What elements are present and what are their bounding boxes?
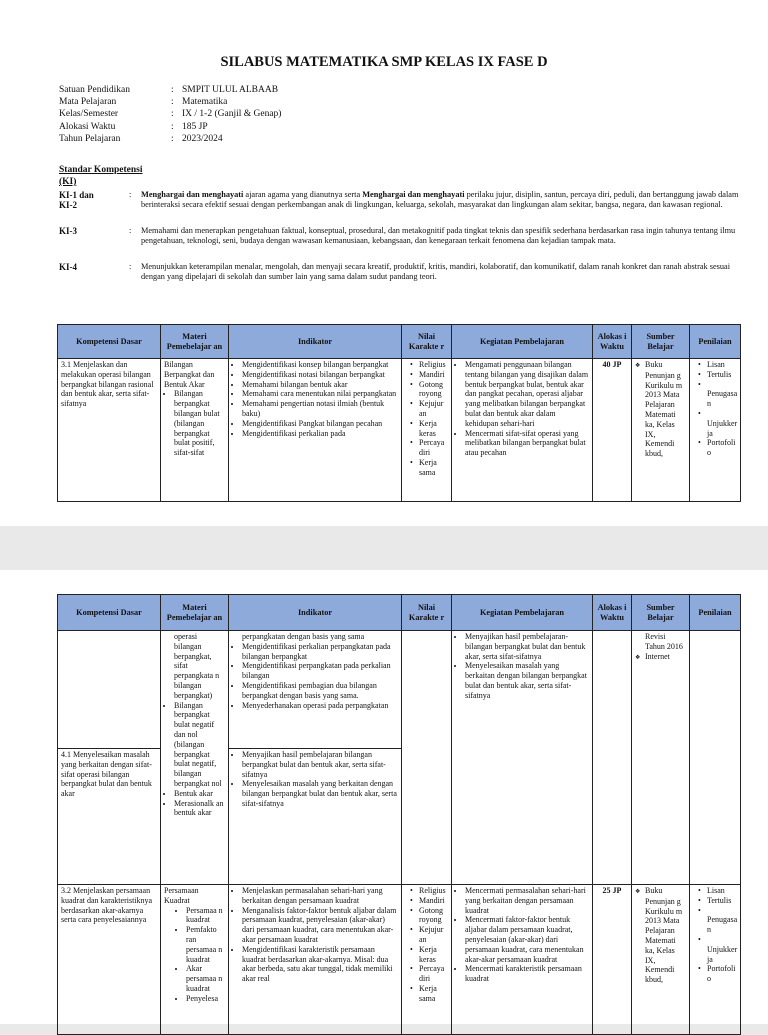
list-item: • Gotong royong	[419, 380, 448, 400]
list-item: • Portofoli o	[707, 964, 737, 984]
ki-1-2: KI-1 dan KI-2 : Menghargai dan menghayati ajaran agama yang dianutnya serta Menghargai dan menghayati perilaku jujur, disiplin, santun, percaya diri, peduli, dan bertanggung jawab dalam berinteraksi secara efektif sesuai dengan perkembangan anak di lingkungan, keluarga, sekolah, masyarakat dan lingkungan alam sekitar, bangsa, negara, dan kawasan regional.	[59, 190, 739, 211]
kd-cell: 4.1 Menyelesaikan masalah yang berkaitan dengan sifat-sifat operasi bilangan berpangkat bulat dan bentuk akar	[58, 749, 161, 885]
header-cell: Indikator	[229, 325, 402, 359]
header-cell: Kompetensi Dasar	[58, 325, 161, 359]
indikator-cell	[229, 359, 402, 502]
header-cell: Indikator	[229, 595, 402, 631]
sk-title: Standar Kompetensi	[59, 165, 143, 175]
list-item: • Memahami bilangan bentuk akar	[242, 380, 398, 390]
list-item: • Tertulis	[707, 896, 737, 906]
list-item: • Pemfakto ran persamaa n kuadrat	[186, 925, 225, 964]
header-cell: Materi Pemebelajar an	[161, 595, 229, 631]
list-item: • Percaya diri	[419, 438, 448, 458]
list-item: • Kejujur an	[419, 399, 448, 419]
materi-cell	[161, 885, 229, 1035]
list-item: ❖ Buku Penunjan g Kurikulu m 2013 Mata Pelajaran Matemati ka, Kelas IX, Kemendi kbud,	[645, 886, 686, 985]
header-cell: Kegiatan Pembelajaran	[452, 325, 593, 359]
identity-block	[59, 84, 281, 145]
document-page-2	[0, 570, 768, 1024]
alokasi-cell: 40 JP	[593, 359, 632, 502]
syllabus-table	[57, 324, 741, 502]
table-row	[58, 359, 741, 502]
list-item: • Menganalisis faktor-faktor bentuk aljabar dalam persamaan kuadrat, penyelesaian (akar-akar) dari persamaan kuadrat, cara menentukan akar-akar persamaan kuadrat	[242, 906, 398, 945]
meta-row: Kelas/Semester : IX / 1-2 (Ganjil & Genap)	[59, 109, 282, 120]
alokasi-cell: 25 JP	[593, 885, 632, 1035]
indikator-cell	[229, 749, 402, 885]
list-item: • Mengidentifikasi karakteristik persamaan kuadrat berdasarkan akar-akarnya. Misal: dua akar berbeda, satu akar tunggal, tidak memiliki akar real	[242, 945, 398, 984]
meta-value: IX / 1-2 (Ganjil & Genap)	[182, 109, 282, 120]
ki-text: Menghargai dan menghayati ajaran agama yang dianutnya serta Menghargai dan menghayati perilaku jujur, disiplin, santun, percaya diri, peduli, dan bertanggung jawab dalam berinteraksi secara efektif sesuai dengan perkembangan anak di lingkungan, keluarga, sekolah, masyarakat dan lingkungan alam sekitar, bangsa, negara, dan kawasan regional.	[141, 190, 739, 210]
penilaian-cell	[690, 631, 741, 885]
indikator-cell	[229, 885, 402, 1035]
list-item: • Bilangan berpangkat bulat negatif dan nol (bilangan berpangkat bulat negatif, bilangan berpangkat nol	[174, 701, 225, 789]
meta-label: Alokasi Waktu	[59, 121, 116, 132]
list-item: • Bentuk akar	[174, 789, 225, 799]
list-item: • Percaya diri	[419, 964, 448, 984]
meta-row: Satuan Pendidikan : SMPIT ULUL ALBAAB	[59, 85, 279, 95]
table-header-row	[58, 595, 741, 631]
materi-cell	[161, 359, 229, 502]
sumber-cell	[632, 359, 690, 502]
list-item: • Mencermati karakteristik persamaan kuadrat	[465, 964, 589, 984]
meta-value: 185 JP	[182, 121, 208, 132]
penilaian-cell	[690, 359, 741, 502]
sumber-continued: Revisi Tahun 2016	[645, 632, 683, 651]
materi-intro: Bilangan Berpangkat dan Bentuk Akar	[164, 360, 215, 389]
table-header-row	[58, 325, 741, 359]
list-item: • Mengidentifikasi perkalian perpangkatan pada bilangan berpangkat	[242, 642, 398, 662]
meta-row: Mata Pelajaran : Matematika	[59, 97, 228, 108]
list-item: • Tertulis	[707, 370, 737, 380]
list-item: ❖ Internet	[645, 652, 686, 663]
header-cell: Nilai Karakte r	[402, 325, 452, 359]
list-item: • Menyajikan hasil pembelajaran bilangan berpangkat bulat dan bentuk akar, serta sifat-sifatnya	[242, 750, 398, 779]
list-item: • Religius	[419, 360, 448, 370]
list-item: • Menyajikan hasil pembelajaran-bilangan berpangkat bulat dan bentuk akar, serta sifat-sifatnya	[465, 632, 589, 661]
meta-label: Kelas/Semester	[59, 109, 119, 120]
list-item: • Unjukker ja	[707, 409, 737, 438]
header-cell: Materi Pemebelajar an	[161, 325, 229, 359]
list-item: • Bilangan berpangkat bilangan bulat (bilangan berpangkat bulat positif, sifat-sifat	[174, 389, 225, 458]
header-cell: Kegiatan Pembelajaran	[452, 595, 593, 631]
meta-value: SMPIT ULUL ALBAAB	[182, 85, 279, 95]
list-item: • Mencermati permasalahan sehari-hari yang berkaitan dengan persamaan kuadrat	[465, 886, 589, 915]
list-item: • Mengamati penggunaan bilangan tentang bilangan yang disajikan dalam bentuk berpangkat bulat, bentuk akar dan pangkat pecahan, operasi aljabar yang melibatkan bilangan berpangkat bulat dan bentuk akar dalam kehidupan sehari-hari	[465, 360, 589, 429]
list-item: • Mencermati sifat-sifat operasi yang melibatkan bilangan berpangkat bulat atau pecahan	[465, 429, 589, 458]
ki-label: KI-2	[59, 200, 77, 211]
kegiatan-cell	[452, 359, 593, 502]
header-cell: Penilaian	[690, 325, 741, 359]
kd-cell: 3.2 Menjelaskan persamaan kuadrat dan karakteristiknya berdasarkan akar-akarnya serta cara penyelesaiannya	[58, 885, 161, 1035]
list-item: • Memahami pengertian notasi ilmiah (bentuk baku)	[242, 399, 398, 419]
table-row	[58, 885, 741, 1035]
list-item: • Portofoli o	[707, 438, 737, 458]
standar-kompetensi-heading	[59, 164, 143, 188]
list-item: ❖ Buku Penunjan g Kurikulu m 2013 Mata Pelajaran Matemati ka, Kelas IX, Kemendi kbud,	[645, 360, 686, 459]
header-cell: Alokas i Waktu	[593, 325, 632, 359]
list-item: • Mandiri	[419, 370, 448, 380]
ki-label: KI-3	[59, 226, 77, 236]
list-item: • Lisan	[707, 360, 737, 370]
list-item: • Penyelesa	[186, 994, 225, 1004]
header-cell: Kompetensi Dasar	[58, 595, 161, 631]
list-item: • Menyederhanakan operasi pada perpangkatan	[242, 701, 398, 711]
meta-label: Satuan Pendidikan	[59, 85, 130, 95]
meta-value: Matematika	[182, 97, 228, 108]
nilai-cell	[402, 885, 452, 1035]
list-item: • Mengidentifikasi pembagian dua bilangan berpangkat dengan basis yang sama.	[242, 681, 398, 701]
ki-text: Memahami dan menerapkan pengetahuan faktual, konseptual, prosedural, dan metakognitif pada tingkat teknis dan spesifik sederhana berdasarkan rasa ingin tahunya tentang ilmu pengetahuan, teknologi, seni, budaya dengan wawasan kemanusiaan, kebangsaan, dan kenegaraan terkait fenomena dan kejadian tampak mata.	[141, 226, 736, 246]
header-cell: Sumber Belajar	[632, 595, 690, 631]
sumber-cell	[632, 631, 690, 885]
header-cell: Sumber Belajar	[632, 325, 690, 359]
ki-3: KI-3 : Memahami dan menerapkan pengetahuan faktual, konseptual, prosedural, dan metakognitif pada tingkat teknis dan spesifik sederhana berdasarkan rasa ingin tahunya tentang ilmu pengetahuan, teknologi, seni, budaya dengan wawasan kemanusiaan, kebangsaan, dan kenegaraan terkait fenomena dan kejadian tampak mata.	[59, 226, 739, 246]
list-item: • Mandiri	[419, 896, 448, 906]
kd-cell	[58, 631, 161, 749]
list-item: • Mengidentifikasi perkalian pada	[242, 429, 398, 439]
meta-label: Tahun Pelajaran	[59, 133, 121, 144]
meta-row: Alokasi Waktu : 185 JP	[59, 121, 208, 132]
nilai-cell	[402, 631, 452, 885]
indikator-continued: perpangkatan dengan basis yang sama	[242, 632, 365, 641]
alokasi-cell	[593, 631, 632, 885]
header-cell: Alokas i Waktu	[593, 595, 632, 631]
indikator-cell	[229, 631, 402, 749]
list-item: • Unjukker ja	[707, 935, 737, 964]
list-item: • Lisan	[707, 886, 737, 896]
kegiatan-cell	[452, 885, 593, 1035]
list-item: • Mencermati faktor-faktor bentuk aljabar dalam persamaan kuadrat, penyelesaian (akar-akar) dari persamaan kuadrat, cara menentukan akar-akar persamaan kuadrat	[465, 915, 589, 964]
list-item: • Mengidentifikasi konsep bilangan berpangkat	[242, 360, 398, 370]
ki-heading: (KI)	[59, 177, 77, 187]
list-item: • Persamaa n kuadrat	[186, 906, 225, 926]
ki-label: KI-1 dan	[59, 190, 94, 200]
list-item: • Menjelaskan permasalahan sehari-hari yang berkaitan dengan persamaan kuadrat	[242, 886, 398, 906]
list-item: operasi bilangan berpangkat, sifat perpangkata n bilangan berpangkat)	[174, 632, 220, 700]
list-item: • Mengidentifikasi perpangkatan pada perkalian bilangan	[242, 661, 398, 681]
ki-label: KI-4	[59, 262, 77, 272]
sumber-cell	[632, 885, 690, 1035]
list-item: • Penugasa n	[707, 380, 737, 409]
kd-cell: 3.1 Menjelaskan dan melakukan operasi bilangan berpangkat bilangan rasional dan bentuk akar, serta sifat-sifatnya	[58, 359, 161, 502]
kegiatan-cell	[452, 631, 593, 885]
list-item: • Penugasa n	[707, 906, 737, 935]
list-item: • Kerja sama	[419, 984, 448, 1004]
list-item: • Mengidentifikasi notasi bilangan berpangkat	[242, 370, 398, 380]
meta-label: Mata Pelajaran	[59, 97, 117, 108]
list-item: • Menyelesaikan masalah yang berkaitan dengan bilangan berpangkat bulat dan bentuk akar, serta sifat-sifatnya	[465, 661, 589, 700]
header-cell: Nilai Karakte r	[402, 595, 452, 631]
list-item: • Menyelesaikan masalah yang berkaitan dengan bilangan berpangkat bulat dan bentuk akar, serta sifat-sifatnya	[242, 779, 398, 808]
materi-intro: Persamaan Kuadrat	[164, 886, 199, 905]
list-item: • Kerja sama	[419, 458, 448, 478]
list-item: • Merasionalk an bentuk akar	[174, 799, 225, 819]
syllabus-table	[57, 594, 741, 1035]
header-cell: Penilaian	[690, 595, 741, 631]
ki-4: KI-4 : Menunjukkan keterampilan menalar, mengolah, dan menyaji secara kreatif, produktif, kritis, mandiri, kolaboratif, dan komunikatif, dalam ranah konkret dan ranah abstrak sesuai dengan yang dipelajari di sekolah dan sumber lain yang sama dalam sudut pandang teori.	[59, 262, 739, 282]
list-item: • Mengidentifikasi Pangkat bilangan pecahan	[242, 419, 398, 429]
list-item: • Akar persamaa n kuadrat	[186, 964, 225, 993]
penilaian-cell	[690, 885, 741, 1035]
list-item: • Kerja keras	[419, 419, 448, 439]
meta-value: 2023/2024	[182, 133, 223, 144]
meta-row: Tahun Pelajaran : 2023/2024	[59, 133, 223, 144]
materi-cell	[161, 631, 229, 885]
list-item: • Kejujur an	[419, 925, 448, 945]
ki-text: Menunjukkan keterampilan menalar, mengolah, dan menyaji secara kreatif, produktif, kritis, mandiri, kolaboratif, dan komunikatif, dalam ranah konkret dan ranah abstrak sesuai dengan yang dipelajari di sekolah dan sumber lain yang sama dalam sudut pandang teori.	[141, 262, 731, 282]
list-item: • Gotong royong	[419, 906, 448, 926]
list-item: • Kerja keras	[419, 945, 448, 965]
table-row	[58, 631, 741, 749]
document-title: SILABUS MATEMATIKA SMP KELAS IX FASE D	[220, 54, 548, 70]
nilai-cell	[402, 359, 452, 502]
list-item: • Religius	[419, 886, 448, 896]
list-item: • Memahami cara menentukan nilai perpangkatan	[242, 389, 398, 399]
